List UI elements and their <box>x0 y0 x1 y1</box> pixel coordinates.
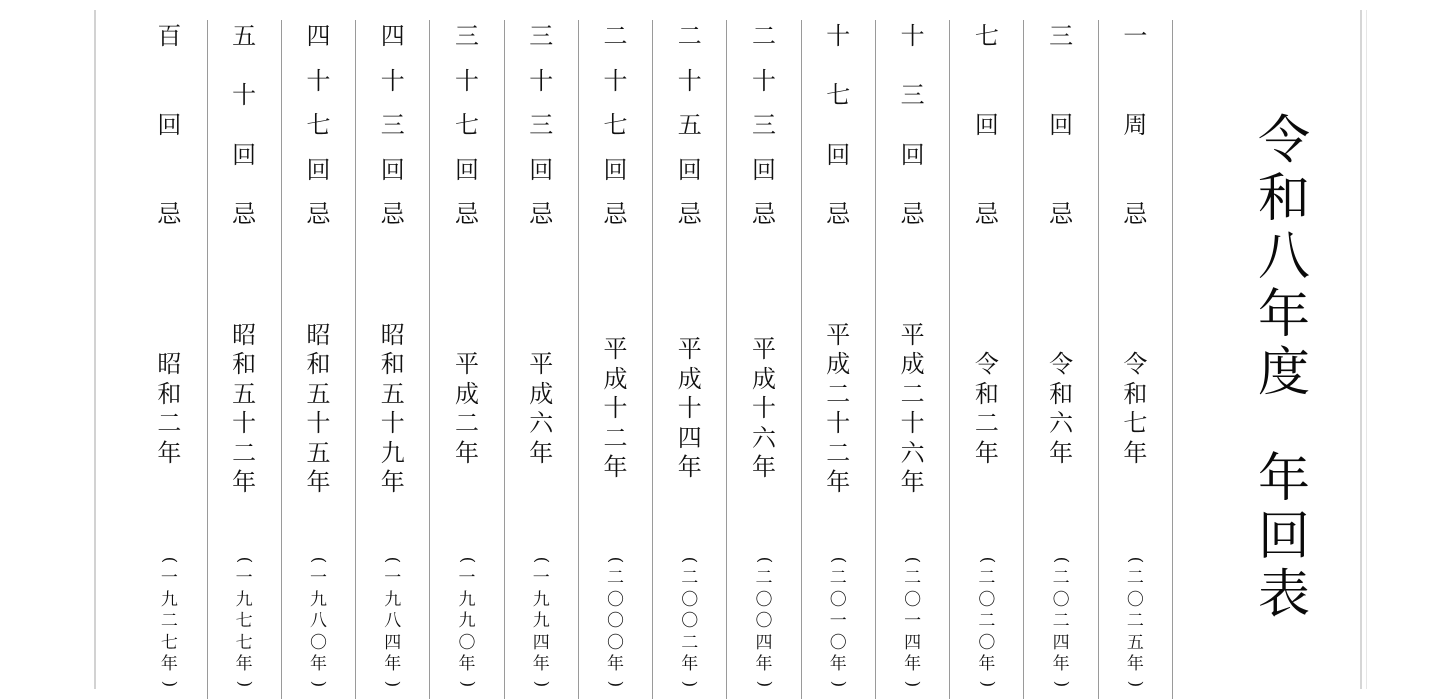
western-year: ( 一 九 二 七 年 ) <box>159 557 180 687</box>
era-year: 平 成 二 十 六 年 <box>900 320 925 496</box>
western-year: ( 二 〇 〇 二 年 ) <box>679 557 700 687</box>
title-part1: 令 和 八 年 度 <box>1257 111 1310 403</box>
memorial-name: 十 三 回 忌 <box>900 22 925 228</box>
era-year: 平 成 二 年 <box>454 350 479 467</box>
memorial-column <box>801 20 875 699</box>
era-year: 平 成 十 二 年 <box>603 335 628 482</box>
era-year: 平 成 十 六 年 <box>752 335 777 482</box>
western-year: ( 二 〇 〇 〇 年 ) <box>605 557 626 687</box>
memorial-name: 一 周 忌 <box>1123 22 1148 228</box>
page-right-border <box>1360 10 1362 689</box>
era-year: 昭 和 五 十 二 年 <box>232 320 257 496</box>
memorial-column <box>504 20 578 699</box>
western-year: ( 一 九 八 〇 年 ) <box>308 557 329 687</box>
western-year: ( 二 〇 一 〇 年 ) <box>828 557 849 687</box>
memorial-column <box>1023 20 1097 699</box>
memorial-name: 十 七 回 忌 <box>826 22 851 228</box>
memorial-name: 二 十 五 回 忌 <box>677 22 702 228</box>
western-year: ( 二 〇 二 〇 年 ) <box>976 557 997 687</box>
memorial-name: 三 十 七 回 忌 <box>454 22 479 228</box>
era-year: 平 成 十 四 年 <box>677 335 702 482</box>
memorial-name: 四 十 三 回 忌 <box>380 22 405 228</box>
era-year: 平 成 二 十 二 年 <box>826 320 851 496</box>
memorial-name: 七 回 忌 <box>974 22 999 228</box>
memorial-column <box>875 20 949 699</box>
era-year: 令 和 六 年 <box>1049 350 1074 467</box>
page-right-border-inner <box>1366 10 1367 689</box>
memorial-column <box>281 20 355 699</box>
western-year: ( 二 〇 二 四 年 ) <box>1051 557 1072 687</box>
memorial-column <box>429 20 503 699</box>
memorial-column <box>132 20 206 699</box>
memorial-name: 四 十 七 回 忌 <box>306 22 331 228</box>
era-year: 令 和 二 年 <box>974 350 999 467</box>
era-year: 昭 和 五 十 五 年 <box>306 320 331 496</box>
page-title <box>1249 112 1319 624</box>
western-year: ( 二 〇 二 五 年 ) <box>1125 557 1146 687</box>
western-year: ( 二 〇 一 四 年 ) <box>902 557 923 687</box>
memorial-column <box>949 20 1023 699</box>
western-year: ( 一 九 九 四 年 ) <box>531 557 552 687</box>
memorial-table <box>132 20 1173 699</box>
memorial-column <box>652 20 726 699</box>
era-year: 昭 和 五 十 九 年 <box>380 320 405 496</box>
memorial-column <box>578 20 652 699</box>
memorial-column <box>726 20 800 699</box>
memorial-name: 二 十 七 回 忌 <box>603 22 628 228</box>
title-part2: 年 回 表 <box>1257 449 1310 625</box>
memorial-name: 二 十 三 回 忌 <box>752 22 777 228</box>
memorial-name: 五 十 回 忌 <box>232 22 257 228</box>
memorial-column <box>207 20 281 699</box>
era-year: 昭 和 二 年 <box>157 350 182 467</box>
western-year: ( 一 九 七 七 年 ) <box>234 557 255 687</box>
memorial-column <box>1098 20 1172 699</box>
memorial-column <box>355 20 429 699</box>
era-year: 平 成 六 年 <box>529 350 554 467</box>
memorial-name: 三 回 忌 <box>1049 22 1074 228</box>
page-left-border <box>94 10 96 689</box>
western-year: ( 一 九 九 〇 年 ) <box>456 557 477 687</box>
western-year: ( 二 〇 〇 四 年 ) <box>754 557 775 687</box>
memorial-name: 百 回 忌 <box>157 22 182 228</box>
western-year: ( 一 九 八 四 年 ) <box>382 557 403 687</box>
memorial-name: 三 十 三 回 忌 <box>529 22 554 228</box>
era-year: 令 和 七 年 <box>1123 350 1148 467</box>
